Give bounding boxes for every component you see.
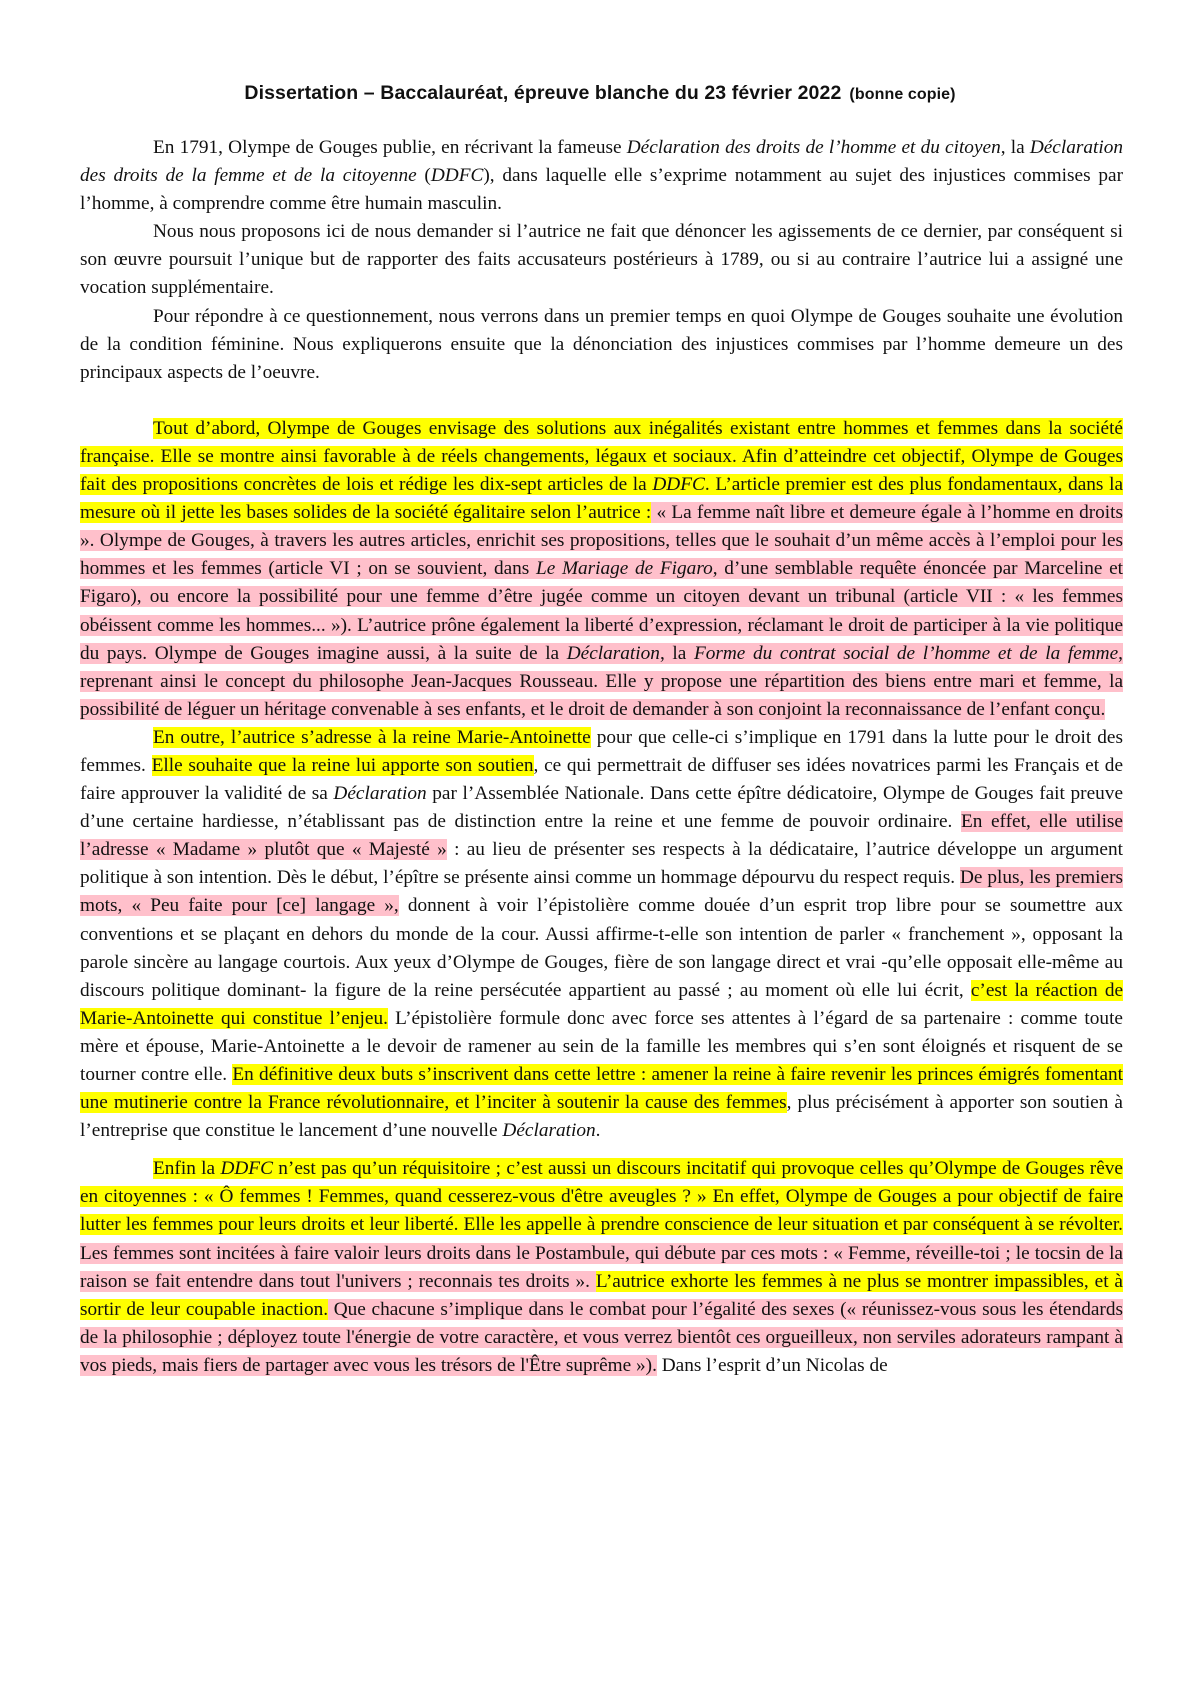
intro-paragraph-3: Pour répondre à ce questionnement, nous verrons dans un premier temps en quoi Olympe de Gouges souhaite une évolution de la condition féminine. Nous expliquerons ensuite que la dénonciation des injustices commises par l’homme demeure un des principaux aspects de l’oeuvre. <box>80 305 1123 383</box>
text-run: : au lieu de présenter ses respects à la dédicataire, l’autrice développe un argument politique à son intention. Dès le début, l’épître se présente ainsi comme un hommage dépourvu du respect requis. <box>80 839 1123 889</box>
italic-title: Déclaration des droits de la femme et de la citoyenne <box>80 137 1124 187</box>
italic-title: DDFC <box>220 1158 273 1180</box>
text-run: L’autrice prône également la liberté d’expression, réclamant le droit de participer à la vie politique du pays. Olympe de Gouges imagine aussi, à la suite de la <box>80 614 1124 664</box>
intro-paragraph-1 <box>80 134 1123 218</box>
text-run: Enfin la <box>153 1158 221 1180</box>
highlight-yellow: En définitive deux buts s’inscrivent dans cette lettre : amener la reine à faire revenir les princes émigrés fomentant une mutinerie contre la France révolutionnaire, et l’inciter à soutenir la cause des femmes <box>80 1064 1123 1114</box>
italic-title: Forme du contrat social de l’homme et de la femme <box>693 642 1119 664</box>
italic-title: Déclaration <box>502 1120 596 1142</box>
highlight-yellow: En effet, Olympe de Gouges a pour objectif de faire lutter les femmes pour leurs droits et leur liberté. Elle les appelle à prendre conscience de leur situation et par conséquent à se révolter. <box>80 1186 1124 1236</box>
text-run: n’est pas qu’un réquisitoire ; c’est aussi un discours incitatif qui provoque celles qu’Olympe de Gouges rêve en citoyennes : « Ô femmes ! Femmes, quand cesserez-vous d'être aveugles ? » <box>80 1158 1123 1208</box>
text-run: « La femme naît libre et demeure égale à l’homme en droits ». Olympe de Gouges, à travers les autres articles, enrichit ses propositions, telles que le souhait d’un même accès à l’emploi pour les hommes et les femmes (article VI ; on se souvient, dans <box>80 502 1123 580</box>
text-run: donnent à voir l’épistolière comme douée d’un esprit trop libre pour se soumettre aux conventions et se plaçant en dehors du monde de la cour. Aussi affirme-t-elle son intention de parler « franchement », opposant la parole sincère au langage courtois. Aux yeux d’Olympe de Gouges, fière de son langage direct et vrai -qu’elle opposait elle-même au discours politique dominant- la figure de la reine persécutée appartient au passé ; au moment où elle lui écrit, <box>80 895 1123 1001</box>
italic-title: Déclaration <box>333 783 427 805</box>
text-run: ), dans laquelle elle s’exprime notamment au sujet des injustices commises par l’homme, à comprendre comme être humain masculin. <box>80 165 1123 215</box>
part1-paragraph-1 <box>80 415 1123 724</box>
document-body <box>80 134 1123 1380</box>
text-run: , la <box>659 642 694 664</box>
text-run: Tout d’abord, Olympe de Gouges envisage des solutions aux inégalités existant entre hommes et femmes dans la société française. Elle se montre ainsi favorable à de réels changements, légaux et sociaux. Afin d’atteindre cet objectif, Olympe de Gouges fait des propositions concrètes de lois et rédige les dix-sept articles de la <box>80 417 1123 496</box>
text-run: Dans l’esprit d’un Nicolas de <box>656 1354 888 1376</box>
intro-paragraph-2: Nous nous proposons ici de nous demander si l’autrice ne fait que dénoncer les agissements de ce dernier, par conséquent si son œuvre poursuit l’unique but de rapporter des faits accusateurs postérieurs à 1789, ou si au contraire l’autrice lui a assigné une vocation supplémentaire. <box>80 221 1123 299</box>
italic-title: Déclaration <box>566 642 660 664</box>
highlight-pink: De plus, les premiers mots, « Peu faite pour [ce] langage », <box>80 867 1124 917</box>
italic-title: Le Mariage de Figaro <box>535 558 713 580</box>
text-run: , ce qui permettrait de diffuser ses idées novatrices parmi les Français et de faire approuver la validité de sa <box>80 754 1124 805</box>
text-run: . L’article premier est des plus fondamentaux, dans la mesure où il jette les bases solides de la société égalitaire selon l’autrice : <box>80 474 1123 524</box>
highlight-yellow: c’est la réaction de Marie-Antoinette qui constitue l’enjeu. <box>80 979 1124 1029</box>
highlight-yellow: L’autrice exhorte les femmes à ne plus se montrer impassibles, et à sortir de leur coupable inaction. <box>80 1270 1123 1320</box>
italic-title: Déclaration des droits de l’homme et du citoyen <box>626 137 1001 158</box>
text-run: par l’Assemblée Nationale. Dans cette épître dédicatoire, Olympe de Gouges fait preuve d’une certaine hardiesse, n’établissant pas de distinction entre la reine et une femme de pouvoir ordinaire. <box>80 783 1123 833</box>
highlight-yellow: Elle souhaite que la reine lui apporte son soutien <box>151 754 534 776</box>
text-run: ( <box>416 165 431 187</box>
highlight-pink: Que chacune s’implique dans le combat pour l’égalité des sexes (« réunissez-vous sous les étendards de la philosophie ; déployez toute l'énergie de votre caractère, et vous verrez bientôt ces orgueilleux, non serviles adorateurs rampant à vos pieds, mais fiers de partager avec vous les trésors de l'Être suprême »). <box>80 1298 1123 1376</box>
text-run: pour que celle-ci s’implique en 1791 dans la lutte pour le droit des femmes. <box>80 726 1123 776</box>
italic-title: DDFC <box>430 165 484 187</box>
text-run: , reprenant ainsi le concept du philosophe Jean-Jacques Rousseau. Elle y propose une répartition des biens entre mari et femme, la possibilité de léguer un héritage convenable à ses enfants, et le droit de demander à son conjoint la reconnaissance de l’enfant conçu. <box>80 642 1123 720</box>
text-run: En 1791, Olympe de Gouges publie, en récrivant la fameuse <box>153 137 627 158</box>
italic-title: DDFC <box>652 474 705 496</box>
page-title <box>80 82 1120 105</box>
title-main: Dissertation – Baccalauréat, épreuve blanche du 23 février 2022 <box>244 82 842 104</box>
highlight-yellow: En outre, l’autrice s’adresse à la reine Marie-Antoinette <box>153 726 591 748</box>
text-run: . <box>595 1120 601 1142</box>
text-run: , la <box>1000 137 1030 158</box>
text-run: , d’une semblable requête énoncée par Marceline et Figaro), ou encore la possibilité pour une femme d’être jugée comme un citoyen devant un tribunal (article VII : « les femmes obéissent comme les hommes... »). <box>80 558 1123 636</box>
highlight-pink: En effet, elle utilise l’adresse « Madame » plutôt que « Majesté » <box>80 811 1123 861</box>
title-note: (bonne copie) <box>849 86 956 103</box>
text-run: L’épistolière formule donc avec force ses attentes à l’égard de sa partenaire : comme toute mère et épouse, Marie-Antoinette a le devoir de ramener au sein de la famille les membres qui s’en sont éloignés et risquent de se tourner contre elle. <box>80 1007 1123 1085</box>
part1-paragraph-3 <box>80 1155 1123 1380</box>
part1-paragraph-2 <box>80 724 1123 1145</box>
highlight-pink: Les femmes sont incitées à faire valoir leurs droits dans le Postambule, qui débute par ces mots : « Femme, réveille-toi ; le tocsin de la raison se fait entendre dans tout l'univers ; reconnais tes droits ». <box>80 1242 1123 1292</box>
text-run: , plus précisément à apporter son soutien à l’entreprise que constitue le lancement d’une nouvelle <box>80 1092 1123 1142</box>
